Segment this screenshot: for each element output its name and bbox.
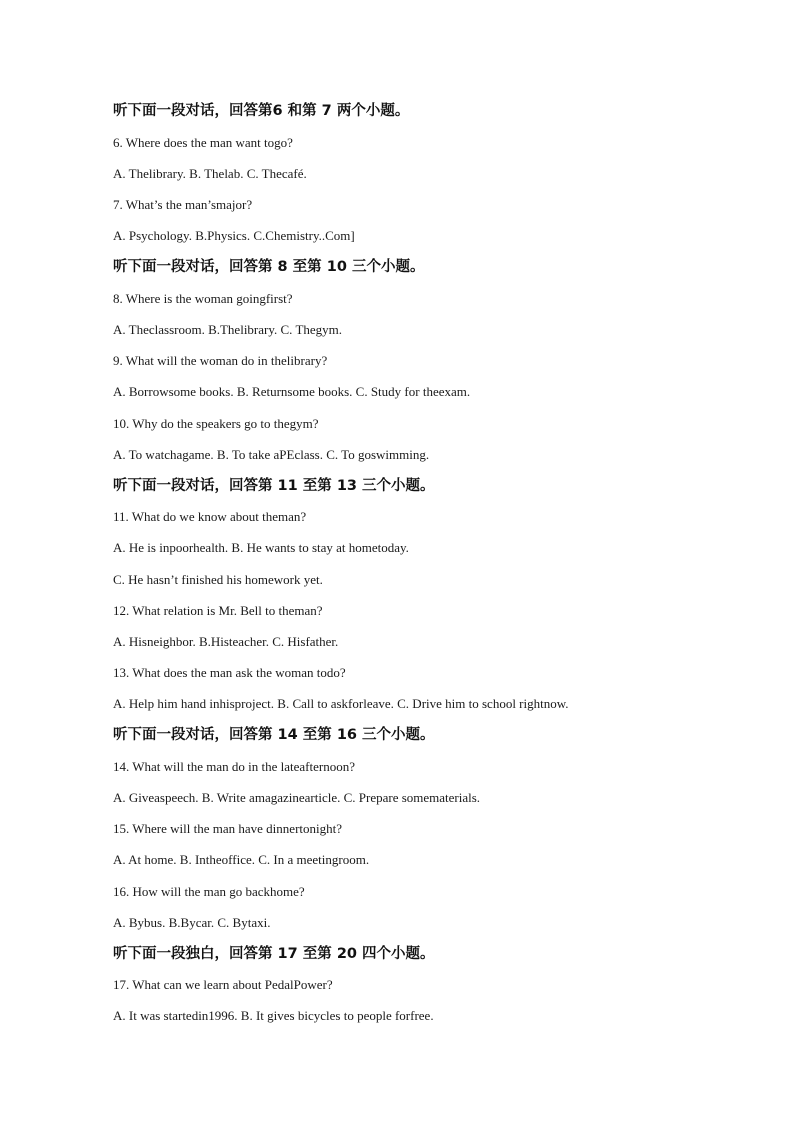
question-text: 10. Why do the speakers go to thegym? <box>113 416 319 431</box>
answer-options: A. It was startedin1996. B. It gives bicycles to people forfree. <box>113 1008 434 1023</box>
section-heading: 听下面一段独白，回答第 17 至第 20 四个小题。 <box>113 946 435 962</box>
answer-options: A. Help him hand inhisproject. B. Call to askforleave. C. Drive him to school rightnow. <box>113 696 569 711</box>
answer-options: A. To watchagame. B. To take aPEclass. C. To goswimming. <box>113 447 430 462</box>
question-text: 17. What can we learn about PedalPower? <box>113 977 333 992</box>
question-text: 6. Where does the man want togo? <box>113 135 293 150</box>
answer-options: A. Hisneighbor. B.Histeacher. C. Hisfather. <box>113 634 339 649</box>
question-text: 12. What relation is Mr. Bell to theman? <box>113 603 323 618</box>
question-text: 13. What does the man ask the woman todo? <box>113 665 346 680</box>
question-text: 9. What will the woman do in thelibrary? <box>113 353 328 368</box>
section-heading: 听下面一段对话，回答第 11 至第 13 三个小题。 <box>113 478 435 494</box>
question-text: 15. Where will the man have dinnertonight? <box>113 821 342 836</box>
question-text: 14. What will the man do in the lateafternoon? <box>113 759 355 774</box>
answer-options: A. He is inpoorhealth. B. He wants to stay at hometoday. <box>113 540 409 555</box>
answer-options: A. Psychology. B.Physics. C.Chemistry..Com] <box>113 228 355 243</box>
section-heading: 听下面一段对话，回答第6 和第 7 两个小题。 <box>113 103 410 119</box>
answer-options: A. At home. B. Intheoffice. C. In a meetingroom. <box>113 852 370 867</box>
answer-options: A. Giveaspeech. B. Write amagazinearticle. C. Prepare somematerials. <box>113 790 481 805</box>
answer-options: A. Bybus. B.Bycar. C. Bytaxi. <box>113 915 271 930</box>
question-text: 16. How will the man go backhome? <box>113 884 305 899</box>
question-text: 11. What do we know about theman? <box>113 509 307 524</box>
section-heading: 听下面一段对话，回答第 14 至第 16 三个小题。 <box>113 727 435 743</box>
answer-options: A. Borrowsome books. B. Returnsome books. C. Study for theexam. <box>113 384 471 399</box>
section-heading: 听下面一段对话，回答第 8 至第 10 三个小题。 <box>113 259 425 275</box>
answer-options: A. Thelibrary. B. Thelab. C. Thecafé. <box>113 166 307 181</box>
question-text: 8. Where is the woman goingfirst? <box>113 291 293 306</box>
answer-options: A. Theclassroom. B.Thelibrary. C. Thegym. <box>113 322 343 337</box>
answer-options: C. He hasn’t finished his homework yet. <box>113 572 323 587</box>
question-text: 7. What’s the man’smajor? <box>113 197 253 212</box>
